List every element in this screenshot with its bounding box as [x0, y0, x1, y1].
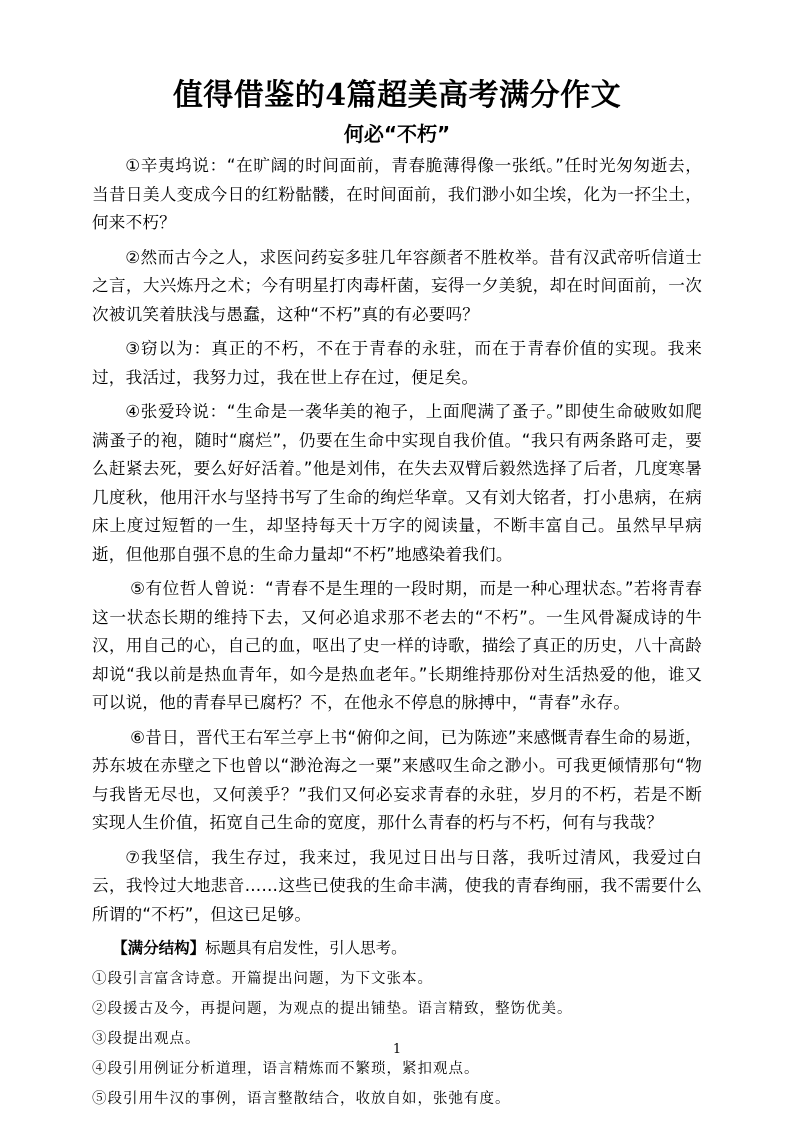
paragraph-2: ②然而古今之人，求医问药妄多驻几年容颜者不胜枚举。昔有汉武帝听信道士之言，大兴炼丹之术；今有明星打肉毒杆菌，妄得一夕美貌，却在时间面前，一次次被讥笑着肤浅与愚蠢，这种“不朽”真的有必要吗？ [92, 247, 702, 324]
document-title: 值得借鉴的4篇超美高考满分作文 [172, 78, 622, 113]
structure-note-1: ①段引言富含诗意。开篇提出问题，为下文张本。 [92, 971, 433, 987]
structure-text: 标题具有启发性，引人思考。 [205, 939, 407, 957]
paragraph-4: ④张爱玲说：“生命是一袭华美的袍子，上面爬满了蚤子。”即使生命破败如爬满蚤子的袍，随时“腐烂”，仍要在生命中实现自我价值。“我只有两条路可走，要么赶紧去死，要么好好活着。”他是刘伟，在失去双臂后毅然选择了后者，几度寒暑几度秋，他用汗水与坚持书写了生命的绚烂华章。又有刘大铭者，打小患病，在病床上度过短暂的一生，却坚持每天十万字的阅读量，不断丰富自己。虽然早早病逝，但他那自强不息的生命力量却“不朽”地感染着我们。 [92, 402, 702, 564]
structure-note-4: ④段引用例证分析道理，语言精炼而不繁琐，紧扣观点。 [92, 1061, 480, 1077]
paragraph-6: ⑥昔日，晋代王右军兰亭上书“俯仰之间，已为陈迹”来感慨青春生命的易逝，苏东坡在赤壁之下也曾以“渺沧海之一粟”来感叹生命之渺小。可我更倾情那句“物与我皆无尽也，又何羡乎？”我们又何必妄求青春的永驻，岁月的不朽，若是不断实现人生价值，拓宽自己生命的宽度，那什么青春的朽与不朽，何有与我哉？ [92, 727, 702, 832]
paragraph-1: ①辛夷坞说：“在旷阔的时间面前，青春脆薄得像一张纸。”任时光匆匆逝去，当昔日美人变成今日的红粉骷髅，在时间面前，我们渺小如尘埃，化为一抔尘土，何来不朽？ [92, 156, 702, 232]
essay-body [92, 152, 702, 929]
paragraph-3: ③窃以为：真正的不朽，不在于青春的永驻，而在于青春价值的实现。我来过，我活过，我努力过，我在世上存在过，便足矣。 [92, 339, 702, 387]
essay-title: 何必“不朽” [343, 122, 451, 146]
page-number: 1 [392, 1042, 402, 1057]
structure-note-2: ②段援古及今，再提问题，为观点的提出铺垫。语言精致，整饬优美。 [92, 1001, 573, 1017]
structure-note-5: ⑤段引用牛汉的事例，语言整散结合，收放自如，张弛有度。 [92, 1091, 511, 1107]
structure-analysis [92, 935, 702, 1114]
structure-heading [92, 935, 702, 962]
paragraph-7: ⑦我坚信，我生存过，我来过，我见过日出与日落，我听过清风，我爱过白云，我怜过大地悲音……这些已使我的生命丰满，使我的青春绚丽，我不需要什么所谓的“不朽”，但这已足够。 [92, 847, 702, 924]
structure-note-3: ③段提出观点。 [92, 1031, 201, 1047]
paragraph-5: ⑤有位哲人曾说：“青春不是生理的一段时期，而是一种心理状态。”若将青春这一状态长期的维持下去，又何必追求那不老去的“不朽”。一生风骨凝成诗的牛汉，用自己的心，自己的血，呕出了史一样的诗歌，描绘了真正的历史，八十高龄却说“我以前是热血青年，如今是热血老年。”长期维持那份对生活热爱的他，谁又可以说，他的青春早已腐朽？不，在他永不停息的脉搏中，“青春”永存。 [92, 579, 702, 712]
structure-label: 【满分结构】 [112, 939, 206, 957]
